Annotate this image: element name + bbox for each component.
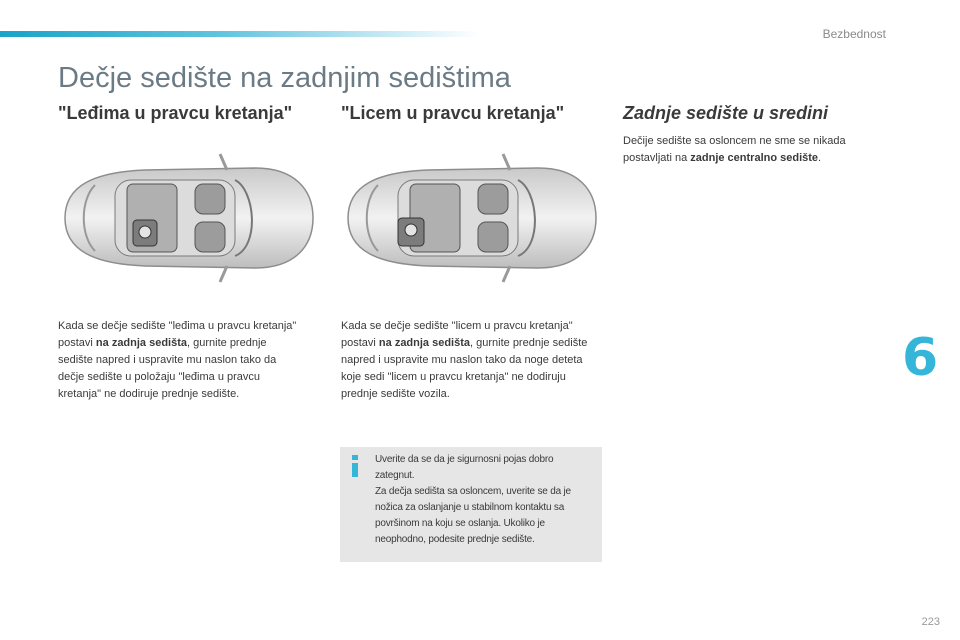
heading-forward-facing: "Licem u pravcu kretanja" [341,103,565,123]
heading-rear-facing: "Leđima u pravcu kretanja" [58,103,293,123]
car-top-view-rear-facing-seat [55,150,317,286]
text-forward-facing-part1: Kada se dečje sedište "licem u pravcu kretanja" postavi [341,320,573,349]
text-forward-facing [341,318,603,403]
text-forward-facing-bold: na zadnja sedišta [378,337,471,349]
text-rear-center-bold: zadnje centralno sedište [690,152,819,164]
heading-rear-center-seat: Zadnje sedište u sredini [623,103,829,123]
text-rear-facing-part1: Kada se dečje sedište "leđima u pravcu kretanja" postavi [58,320,297,349]
page-title: Dečje sedište na zadnjim sedištima [58,62,511,94]
text-rear-facing-part3: , gurnite prednje sedište napred i uspravite mu naslon tako da dečje sedište u položaju "leđima u pravcu kretanja" ne dodiruje prednje sedište. [58,337,277,400]
page-number: 223 [921,616,940,628]
text-rear-center-seat [623,133,885,167]
car-top-view-forward-facing-seat [338,150,600,286]
info-icon [348,455,362,477]
header-accent-bar [0,31,480,37]
info-line-support-leg: Za dečja sedišta sa osloncem, uverite se da je nožica za oslanjanje u stabilnom kontaktu sa površinom na koju se oslanja. Ukoliko je neophodno, podesite prednje sedište. [375,486,571,545]
text-forward-facing-part3: , gurnite prednje sedište napred i uspravite mu naslon tako da noge deteta koje sedi "licem u pravcu kretanja" ne dodiruju prednje sedište vozila. [341,337,588,400]
text-rear-center-part1: Dečije sedište sa osloncem ne sme se nikada postavljati na [623,135,846,164]
text-rear-center-part3: . [818,152,822,164]
section-label: Bezbednost [822,27,886,41]
chapter-number: 6 [902,328,939,388]
info-text [375,452,595,548]
info-line-seatbelt: Uverite da se da je sigurnosni pojas dobro zategnut. [375,454,554,481]
text-rear-facing-bold: na zadnja sedišta [95,337,188,349]
text-rear-facing [58,318,298,403]
